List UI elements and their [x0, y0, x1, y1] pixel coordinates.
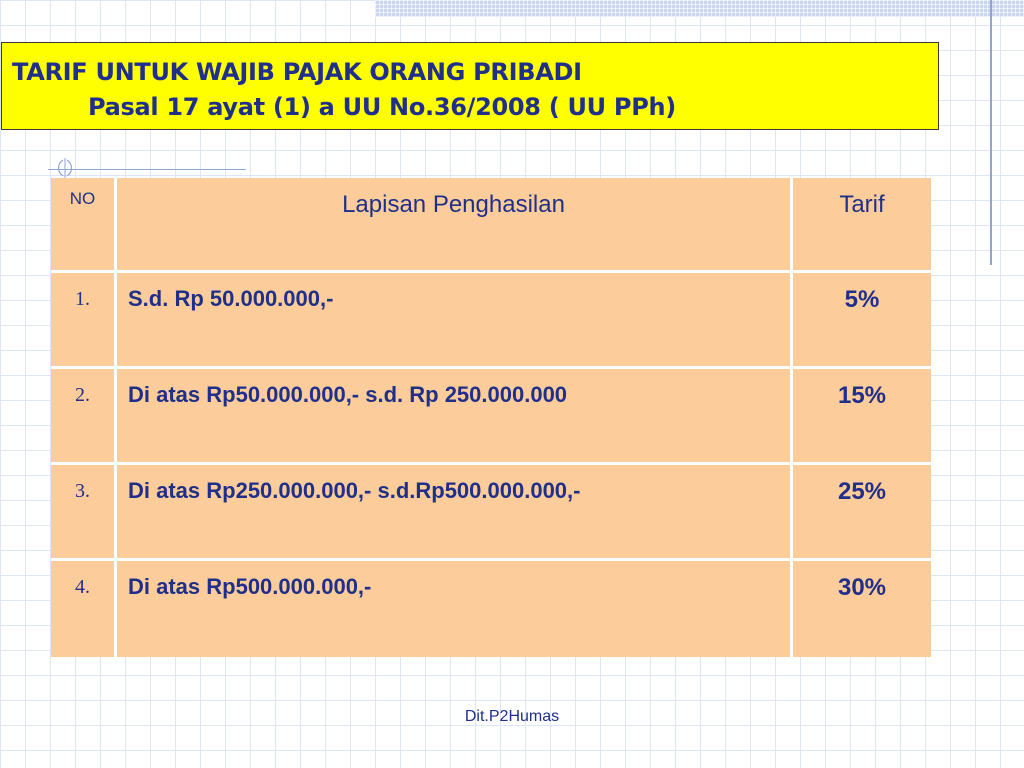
- table-row: [51, 465, 931, 561]
- row-no-cell: [51, 465, 117, 561]
- row-lapisan-cell: [117, 273, 793, 369]
- row-lapisan: S.d. Rp 50.000.000,-: [128, 286, 334, 311]
- row-tarif: 5%: [844, 286, 880, 313]
- slide-title-box: [1, 42, 939, 130]
- header-cell-lapisan: [117, 178, 793, 273]
- table-row: [51, 369, 931, 465]
- slide-title: TARIF UNTUK WAJIB PAJAK ORANG PRIBADI: [12, 58, 582, 86]
- row-no-cell: [51, 369, 117, 465]
- row-tarif: 15%: [837, 382, 887, 409]
- row-tarif-cell: [793, 369, 931, 465]
- row-no: 3.: [75, 480, 90, 502]
- row-lapisan: Di atas Rp250.000.000,- s.d.Rp500.000.000,-: [128, 478, 581, 503]
- row-lapisan-cell: [117, 561, 793, 657]
- decorative-line: [48, 169, 246, 170]
- table-row: [51, 561, 931, 657]
- header-cell-no: [51, 178, 117, 273]
- row-lapisan-cell: [117, 465, 793, 561]
- row-tarif-cell: [793, 273, 931, 369]
- header-cell-tarif: [793, 178, 931, 273]
- vertical-decorative-line: [990, 0, 992, 265]
- row-no: 1.: [75, 288, 90, 310]
- header-no: NO: [69, 189, 96, 208]
- row-no: 4.: [75, 576, 90, 598]
- row-no: 2.: [75, 384, 90, 406]
- row-no-cell: [51, 273, 117, 369]
- table-row: [51, 273, 931, 369]
- header-lapisan: Lapisan Penghasilan: [342, 191, 565, 218]
- row-tarif: 25%: [837, 478, 887, 505]
- row-no-cell: [51, 561, 117, 657]
- row-lapisan: Di atas Rp500.000.000,-: [128, 574, 372, 599]
- tariff-table: [51, 178, 931, 657]
- top-decorative-band: [375, 0, 1024, 17]
- row-lapisan: Di atas Rp50.000.000,- s.d. Rp 250.000.000: [128, 382, 568, 407]
- row-lapisan-cell: [117, 369, 793, 465]
- row-tarif-cell: [793, 561, 931, 657]
- decorative-mark-icon: [54, 157, 76, 179]
- row-tarif: 30%: [837, 574, 887, 601]
- row-tarif-cell: [793, 465, 931, 561]
- header-tarif: Tarif: [839, 191, 885, 218]
- slide-footer: Dit.P2Humas: [464, 708, 560, 725]
- slide-subtitle: Pasal 17 ayat (1) a UU No.36/2008 ( UU PPh): [88, 93, 676, 121]
- table-header-row: [51, 178, 931, 273]
